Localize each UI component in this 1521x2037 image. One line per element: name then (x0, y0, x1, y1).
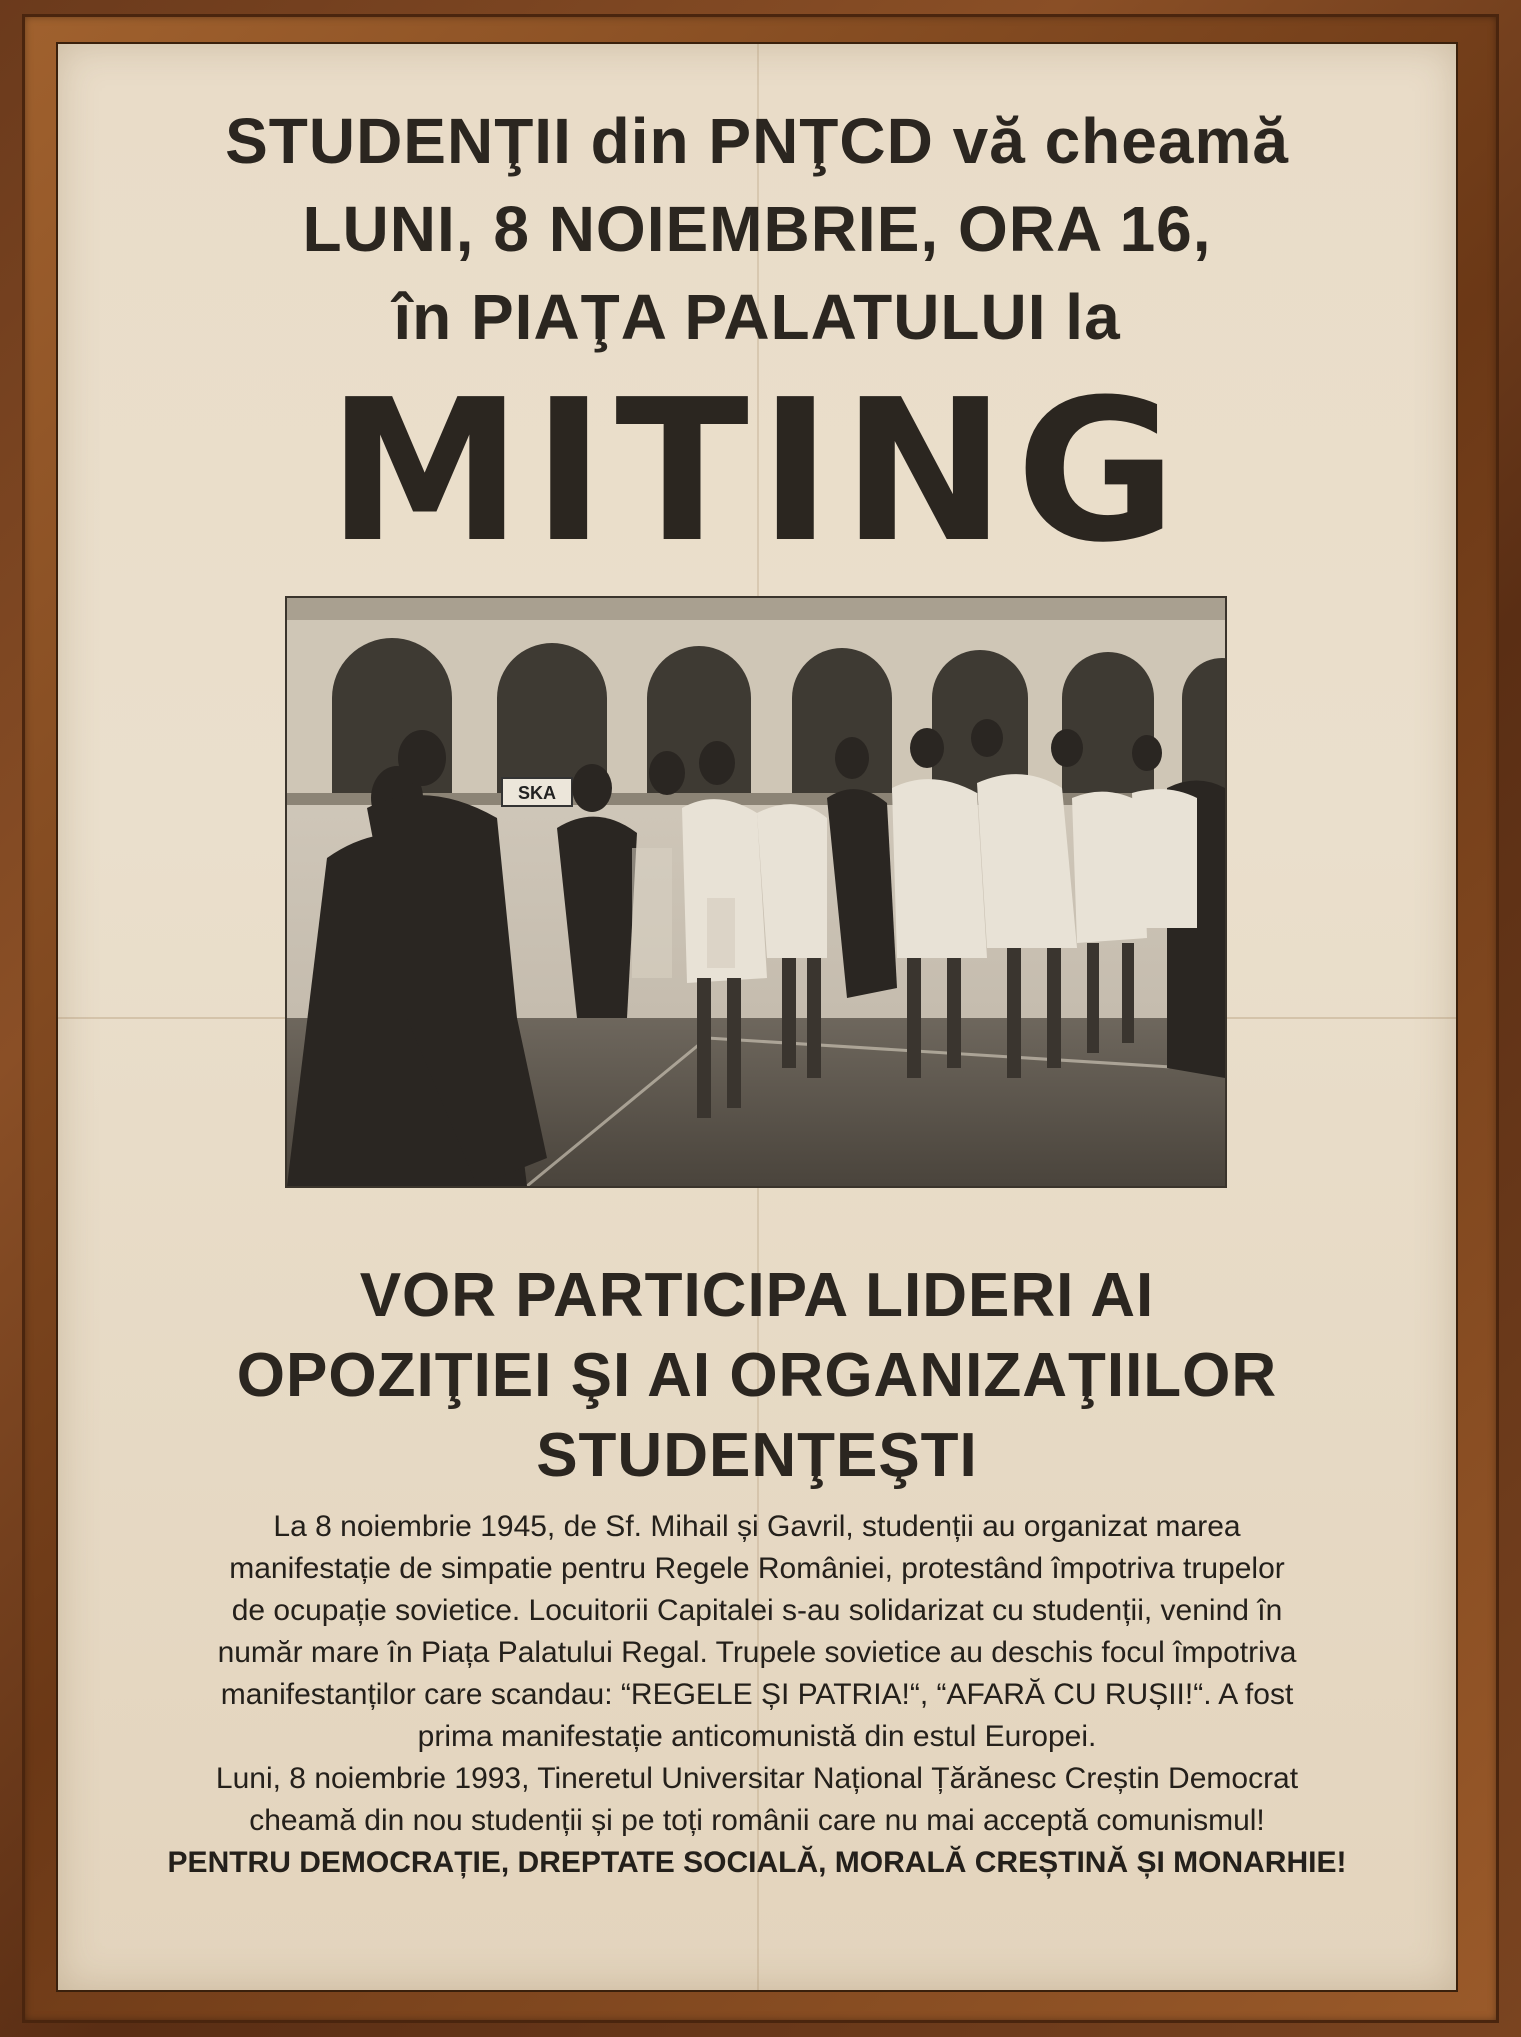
headline-line-3: în PIAŢA PALATULUI la (393, 281, 1121, 353)
body-paragraph (88, 1506, 1426, 1884)
body-line: prima manifestație anticomunistă din estul Europei. (417, 1720, 1097, 1753)
body-line: număr mare în Piața Palatului Regal. Trupele sovietice au deschis focul împotriva (217, 1636, 1297, 1669)
body-line: Luni, 8 noiembrie 1993, Tineretul Universitar Național Țărănesc Creștin Democrat (215, 1762, 1299, 1795)
headline-line-2: LUNI, 8 NOIEMBRIE, ORA 16, (302, 193, 1212, 265)
body-line: de ocupație sovietice. Locuitorii Capitalei s-au solidarizat cu studenții, venind în (231, 1594, 1283, 1627)
poster-title: MITING (327, 358, 1187, 586)
shop-sign: SKA (517, 783, 557, 803)
participants-line-2: OPOZIŢIEI ŞI AI ORGANIZAŢIILOR (236, 1341, 1278, 1410)
participants-line-1: VOR PARTICIPA LIDERI AI (359, 1261, 1155, 1330)
closing-slogan: PENTRU DEMOCRAȚIE, DREPTATE SOCIALĂ, MORALĂ CREȘTINĂ ȘI MONARHIE! (167, 1846, 1347, 1879)
headline-line-1: STUDENŢII din PNŢCD vă cheamă (225, 105, 1289, 177)
body-line: La 8 noiembrie 1945, de Sf. Mihail și Gavril, studenții au organizat marea (273, 1510, 1241, 1543)
crowd-photo (285, 596, 1227, 1188)
poster (58, 44, 1456, 1990)
participants-line-3: STUDENŢEŞTI (536, 1421, 978, 1490)
body-line: manifestație de simpatie pentru Regele României, protestând împotriva trupelor (229, 1552, 1285, 1585)
body-line: cheamă din nou studenții și pe toți românii care nu mai acceptă comunismul! (249, 1804, 1265, 1837)
body-line: manifestanților care scandau: “REGELE ȘI PATRIA!“, “AFARĂ CU RUȘII!“. A fost (220, 1678, 1294, 1711)
